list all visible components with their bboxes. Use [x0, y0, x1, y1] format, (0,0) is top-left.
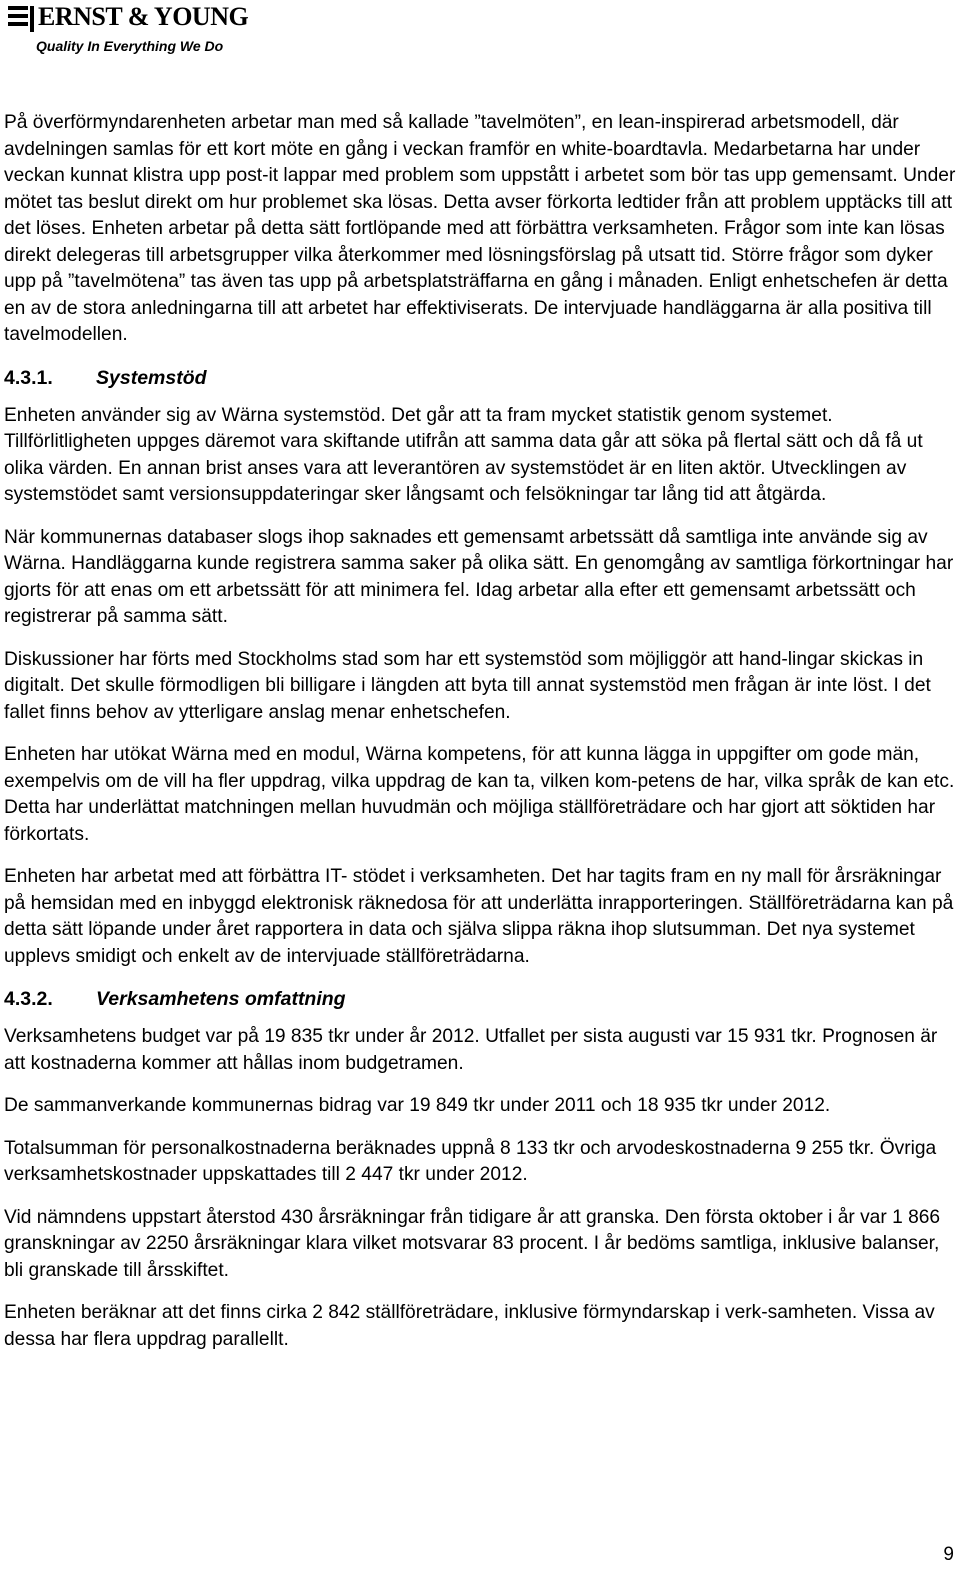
- paragraph-it-stod: Enheten har arbetat med att förbättra IT- stödet i verksamheten. Det har tagits fram en ny mall för årsräkningar på hemsidan med en inbyggd elektronisk räknedosa för att underlätta inrapporteringen. Ställföreträdarna kan på detta sätt löpande under året rapportera in data och själva slippa räkna ihop slutsumman. Det nya systemet upplevs smidigt och enkelt av de intervjuade ställföreträdarna.: [4, 866, 954, 967]
- paragraph-tavelmoten: På överförmyndarenheten arbetar man med så kallade ”tavelmöten”, en lean-inspirerad arbetsmodell, där avdelningen samlas för ett kort möte en gång i veckan framför en white-boardtavla. Medarbetarna har under veckan kunnat klistra upp post-it lappar med problem som uppstått i arbetet som bör tas upp gemensamt. Under mötet tas beslut direkt om hur problemet ska lösas. Detta avser förkorta ledtider från att problem upptäcks till att det löses. Enheten arbetar på detta sätt fortlöpande med att förbättra verksamheten. Frågor som inte kan lösas direkt delegeras till arbetsgrupper vilka återkommer med lösningsförslag på utsatt tid. Större frågor som dyker upp på ”tavelmötena” tas även tas upp på arbetsplatsträffarna en gång i månaden. Enligt enhetschefen är detta en av de stora anledningarna till att arbetet har effektiviserats. De intervjuade handläggarna är alla positiva till tavelmodellen.: [4, 112, 956, 345]
- page-number: 9: [943, 1544, 954, 1565]
- paragraph-arsrakningar: Vid nämndens uppstart återstod 430 årsräkningar från tidigare år att granska. Den första oktober i år var 1 866 granskningar av 2250 årsräkningar klara vilket motsvarar 83 procent. I år bedöms samtliga, inklusive balanser, bli granskade till årsskiftet.: [4, 1206, 941, 1281]
- paragraph-databaser: När kommunernas databaser slogs ihop saknades ett gemensamt arbetssätt då samtliga inte använde sig av Wärna. Handläggarna kunde registrera samma saker på olika sätt. En genomgång av samtliga förkortningar har gjorts för att enas om ett arbetssätt för att minimera fel. Idag arbetar alla efter ett gemensamt arbetssätt och registrerar på samma sätt.: [4, 526, 954, 627]
- paragraph-diskussioner: Diskussioner har förts med Stockholms stad som har ett systemstöd som möjliggör att hand-lingar skickas in digitalt. Det skulle förmodligen bli billigare i längden att byta till annat systemstöd men frågan är inte löst. I det fallet finns behov av ytterligare anslag menar enhetschefen.: [4, 648, 931, 723]
- section-number: 4.3.2.: [4, 988, 53, 1010]
- section-heading-verksamhetens-omfattning: [4, 986, 956, 1012]
- paragraph-budget: Verksamhetens budget var på 19 835 tkr under år 2012. Utfallet per sista augusti var 15 931 tkr. Prognosen är att kostnaderna kommer att hållas inom budgetramen.: [4, 1026, 938, 1074]
- section-heading-systemstod: [4, 365, 956, 391]
- company-logo: [8, 4, 268, 56]
- logo-mark-icon: [8, 6, 36, 32]
- logo-tagline: Quality In Everything We Do: [36, 38, 224, 54]
- document-body: [4, 110, 956, 1353]
- paragraph-personalkostnader: Totalsumman för personalkostnaderna beräknades uppnå 8 133 tkr och arvodeskostnaderna 9 255 tkr. Övriga verksamhetskostnader uppskattades till 2 447 tkr under 2012.: [4, 1137, 937, 1185]
- section-title: Systemstöd: [96, 366, 207, 389]
- paragraph-warna-kompetens: Enheten har utökat Wärna med en modul, Wärna kompetens, för att kunna lägga in uppgifter om gode män, exempelvis om de vill ha fler uppdrag, vilka uppdrag de kan ta, vilken kom-petens de har, vilka språk de kan etc. Detta har underlättat matchningen mellan huvudmän och möjliga ställföreträdare och har gjort att söktiden har förkortats.: [4, 744, 955, 845]
- paragraph-warna-systemstod: Enheten använder sig av Wärna systemstöd. Det går att ta fram mycket statistik genom systemet. Tillförlitligheten uppges däremot vara skiftande utifrån att samma data går att söka på flertal sätt och då få ut olika värden. En annan brist anses vara att leverantören av systemstödet är en liten aktör. Utvecklingen av systemstödet samt versionsuppdateringar sker långsamt och felsökningar tar lång tid att åtgärda.: [4, 404, 923, 505]
- paragraph-stallforetradare: Enheten beräknar att det finns cirka 2 842 ställföreträdare, inklusive förmyndarskap i verk-samheten. Vissa av dessa har flera uppdrag parallellt.: [4, 1302, 935, 1350]
- section-number: 4.3.1.: [4, 366, 53, 389]
- section-title: Verksamhetens omfattning: [96, 988, 346, 1010]
- paragraph-kommunernas-bidrag: De sammanverkande kommunernas bidrag var 19 849 tkr under 2011 och 18 935 tkr under 2012.: [4, 1095, 831, 1116]
- logo-name: ERNST & YOUNG: [38, 2, 249, 31]
